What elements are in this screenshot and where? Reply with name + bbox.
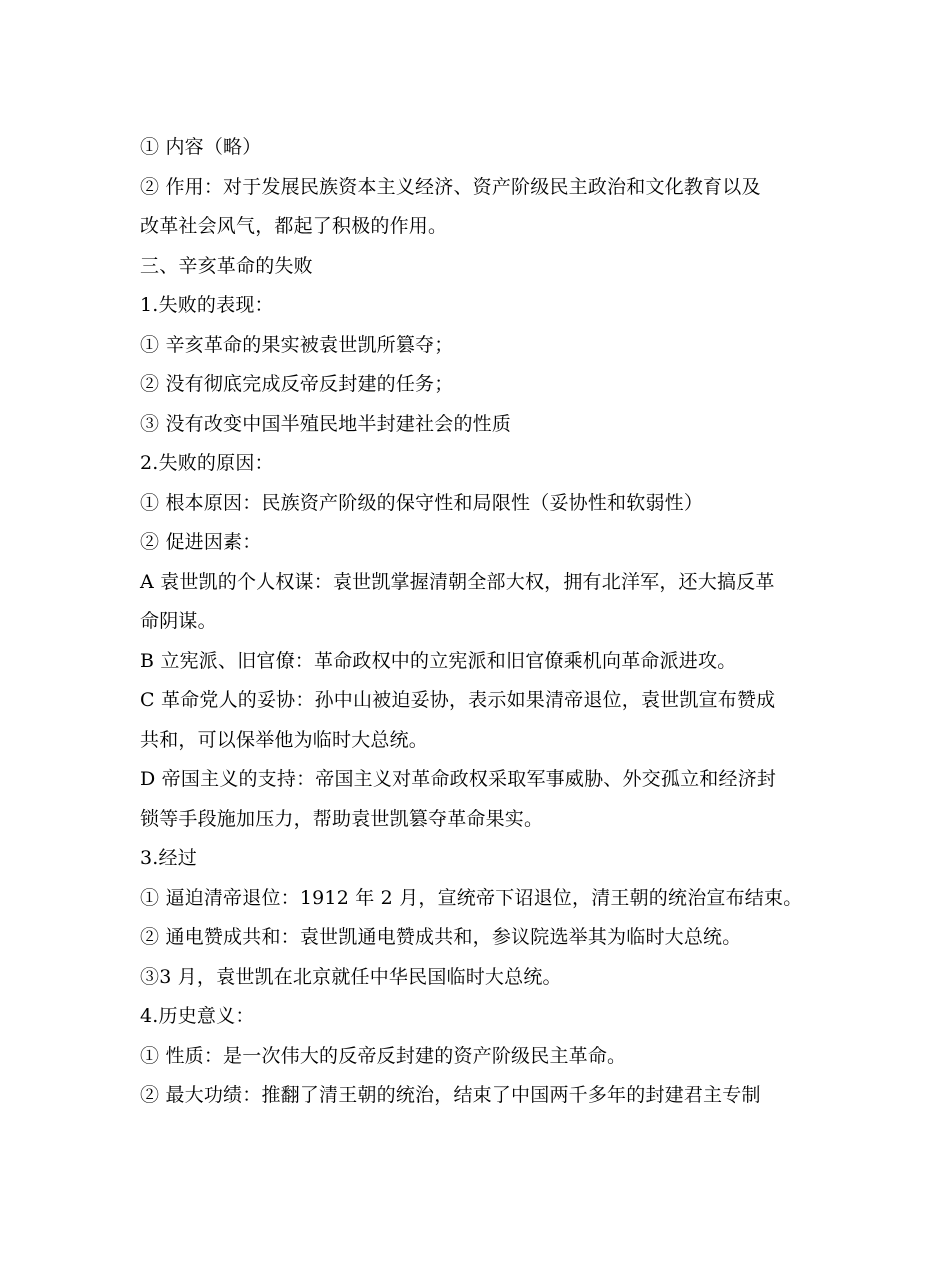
text-line: ① 辛亥革命的果实被袁世凯所篡夺； [140,333,454,356]
text-line: ② 没有彻底完成反帝反封建的任务； [140,373,454,395]
subsection-heading: 2.失败的原因： [140,452,274,474]
subsection-heading: 1.失败的表现： [140,294,274,316]
text-line: 共和，可以保举他为临时大总统。 [140,728,429,751]
text-line: ③3 月，袁世凯在北京就任中华民国临时大总统。 [140,965,562,988]
text-line: A 袁世凯的个人权谋：袁世凯掌握清朝全部大权，拥有北洋军，还大搞反革 [140,570,775,593]
text-line: ① 逼迫清帝退位：1912 年 2 月，宣统帝下诏退位，清王朝的统治宣布结束。 [140,886,803,909]
text-line: ② 最大功绩：推翻了清王朝的统治，结束了中国两千多年的封建君主专制 [140,1084,761,1106]
text-line: 改革社会风气，都起了积极的作用。 [140,215,448,237]
text-line: ② 作用：对于发展民族资本主义经济、资产阶级民主政治和文化教育以及 [140,175,761,198]
section-heading: 三、辛亥革命的失败 [140,254,313,277]
text-line: B 立宪派、旧官僚：革命政权中的立宪派和旧官僚乘机向革命派进攻。 [140,649,737,672]
text-line: ① 根本原因：民族资产阶级的保守性和局限性（妥协性和软弱性） [140,491,704,514]
text-line: ① 内容（略） [140,136,262,158]
subsection-heading: 3.经过 [140,847,197,869]
subsection-heading: 4.历史意义： [140,1005,255,1027]
text-line: C 革命党人的妥协：孙中山被迫妥协，表示如果清帝退位，袁世凯宣布赞成 [140,689,776,711]
text-line: 命阴谋。 [140,610,217,632]
text-line: 锁等手段施加压力，帮助袁世凯篡夺革命果实。 [140,807,544,830]
text-line: D 帝国主义的支持：帝国主义对革命政权采取军事威胁、外交孤立和经济封 [140,768,777,790]
text-line: ② 通电赞成共和：袁世凯通电赞成共和，参议院选举其为临时大总统。 [140,926,742,948]
document-body [140,128,820,1116]
text-line: ② 促进因素： [140,531,262,553]
text-line: ③ 没有改变中国半殖民地半封建社会的性质 [140,412,512,435]
text-line: ① 性质：是一次伟大的反帝反封建的资产阶级民主革命。 [140,1044,627,1067]
